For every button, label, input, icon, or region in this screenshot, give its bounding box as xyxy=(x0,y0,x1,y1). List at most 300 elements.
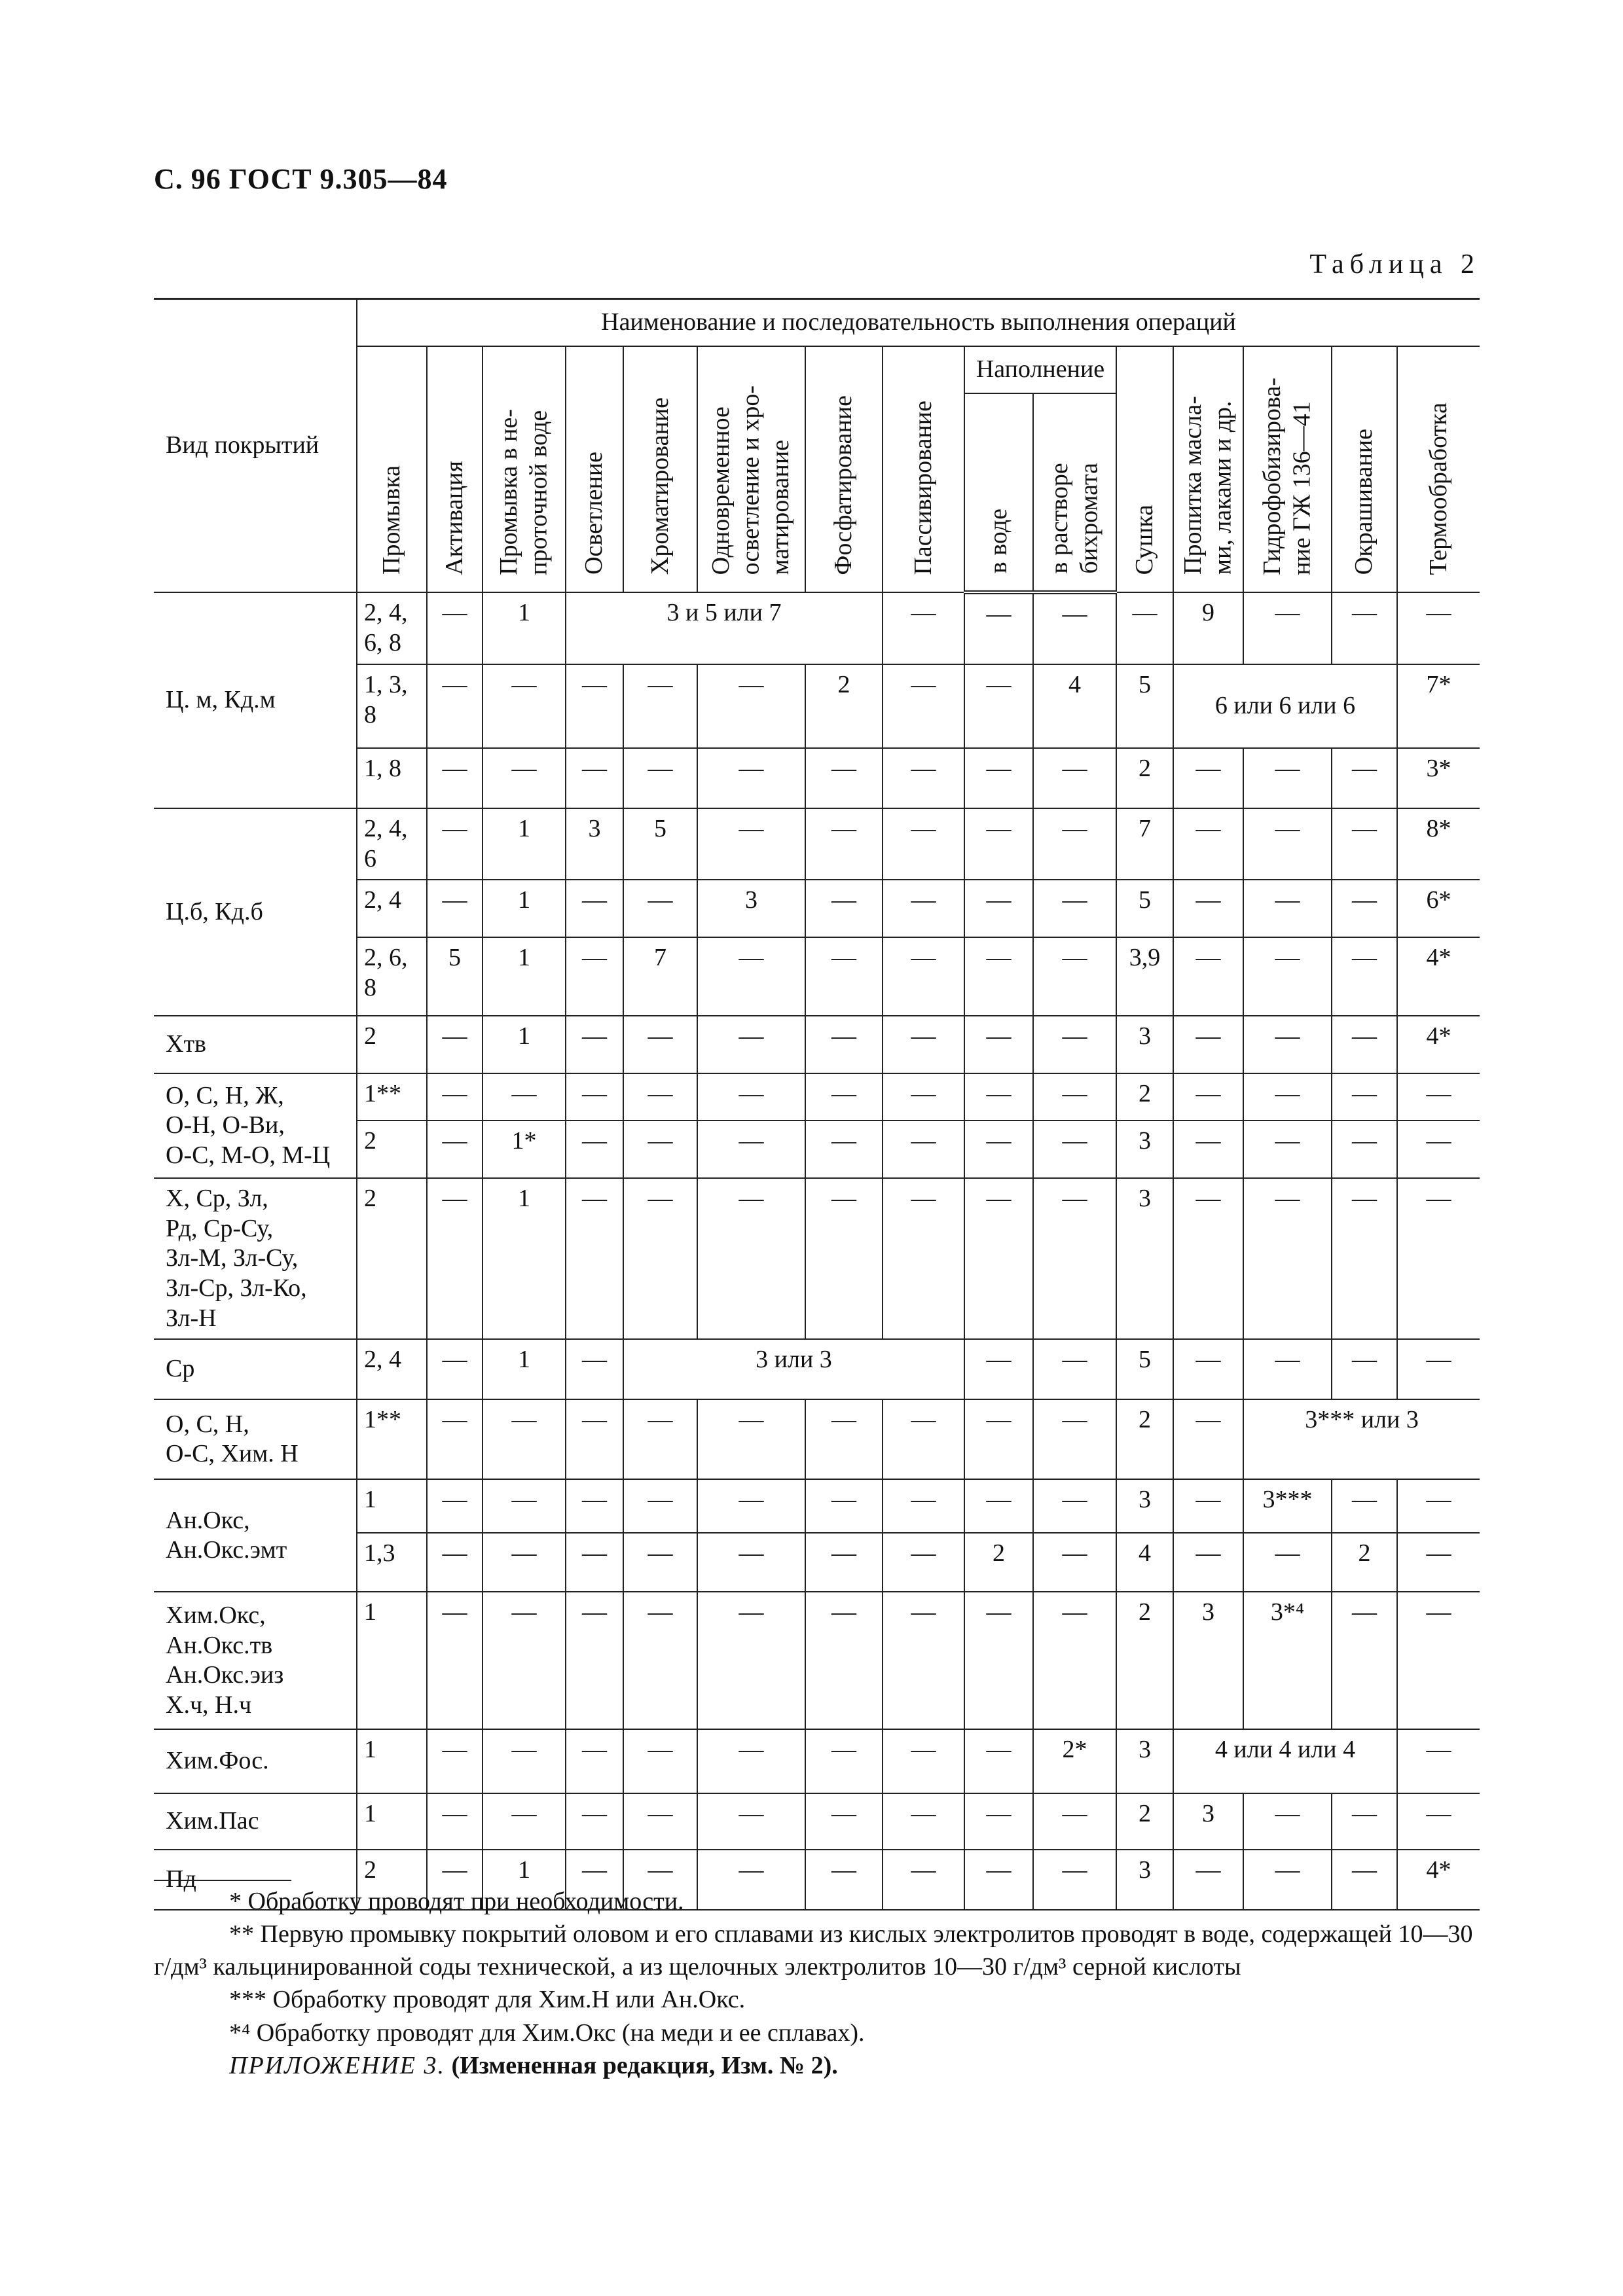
operation-cell: — xyxy=(566,1729,623,1793)
operation-cell: — xyxy=(805,1729,883,1793)
operation-cell: 1 xyxy=(483,592,566,664)
operation-cell: 3,9 xyxy=(1116,937,1173,1016)
operation-cell: — xyxy=(697,664,805,748)
operation-cell: — xyxy=(1033,808,1116,880)
operation-cell: — xyxy=(1332,1121,1397,1178)
operation-cell: 5 xyxy=(427,937,483,1016)
operation-cell: — xyxy=(427,1850,483,1910)
operation-cell: — xyxy=(697,937,805,1016)
operation-cell: 6* xyxy=(1397,880,1480,937)
col-aktivatsiya: Активация xyxy=(427,346,483,592)
operation-cell: — xyxy=(964,808,1033,880)
operation-cell: — xyxy=(964,748,1033,808)
operation-cell: 3*** xyxy=(1243,1479,1332,1533)
operation-cell: — xyxy=(964,1729,1033,1793)
rinse-step-cell: 2 xyxy=(357,1016,427,1073)
table-row xyxy=(154,1729,1480,1793)
operation-cell: 1 xyxy=(483,1850,566,1910)
operation-cell: — xyxy=(805,1399,883,1479)
operation-cell: 5 xyxy=(1116,664,1173,748)
operation-cell: — xyxy=(1397,1073,1480,1121)
operation-cell: — xyxy=(964,664,1033,748)
operation-cell: — xyxy=(964,1016,1033,1073)
table-row xyxy=(154,1793,1480,1850)
operation-cell: — xyxy=(964,880,1033,937)
operation-cell: — xyxy=(427,1533,483,1592)
operation-cell: — xyxy=(805,1178,883,1339)
operation-cell: 8* xyxy=(1397,808,1480,880)
coating-kind-cell: Х, Ср, Зл, Рд, Ср-Су, Зл-М, Зл-Су, Зл-Ср, Зл-Ко, Зл-Н xyxy=(154,1178,357,1339)
operation-cell: — xyxy=(1332,1178,1397,1339)
operation-cell: — xyxy=(566,1850,623,1910)
operation-cell: — xyxy=(1243,592,1332,664)
operation-cell: 2 xyxy=(1116,748,1173,808)
rinse-step-cell: 1,3 xyxy=(357,1533,427,1592)
operation-cell: — xyxy=(623,1016,697,1073)
operation-cell: — xyxy=(883,1793,964,1850)
operation-cell: — xyxy=(883,1016,964,1073)
operation-cell: — xyxy=(697,808,805,880)
operation-cell: 3*⁴ xyxy=(1243,1592,1332,1729)
operation-cell: — xyxy=(483,748,566,808)
operation-cell: — xyxy=(1173,748,1243,808)
operation-cell: 1 xyxy=(483,1339,566,1399)
operation-cell: — xyxy=(1173,937,1243,1016)
rinse-step-cell: 1** xyxy=(357,1399,427,1479)
operation-cell: — xyxy=(427,1399,483,1479)
operation-cell: — xyxy=(1243,808,1332,880)
operation-cell: — xyxy=(964,1793,1033,1850)
operation-cell: 4* xyxy=(1397,1016,1480,1073)
operation-cell: 3 xyxy=(1173,1592,1243,1729)
operation-cell: — xyxy=(1033,880,1116,937)
operation-cell: — xyxy=(483,1533,566,1592)
rinse-step-cell: 2, 4, 6, 8 xyxy=(357,592,427,664)
operation-cell: 2 xyxy=(964,1533,1033,1592)
operation-cell: — xyxy=(1243,880,1332,937)
operation-cell: — xyxy=(566,1073,623,1121)
operation-cell: — xyxy=(805,1479,883,1533)
operation-cell: — xyxy=(1332,748,1397,808)
operation-cell: — xyxy=(1397,1121,1480,1178)
coating-kind-cell: Ан.Окс, Ан.Окс.эмт xyxy=(154,1479,357,1592)
col-gidrofob: Гидрофобизирова- ние ГЖ 136—41 xyxy=(1243,346,1332,592)
operation-cell: — xyxy=(483,1479,566,1533)
operation-cell: — xyxy=(623,1073,697,1121)
operation-cell: — xyxy=(1033,1479,1116,1533)
operation-cell: — xyxy=(1173,880,1243,937)
operation-cell: — xyxy=(1173,1850,1243,1910)
operation-cell: — xyxy=(623,880,697,937)
merged-operation-cell: 6 или 6 или 6 xyxy=(1173,664,1397,748)
operation-cell: — xyxy=(1243,937,1332,1016)
operation-cell: — xyxy=(883,1592,964,1729)
operation-cell: — xyxy=(427,1121,483,1178)
operation-cell: — xyxy=(1033,1850,1116,1910)
operation-cell: 2* xyxy=(1033,1729,1116,1793)
kind-header: Вид покрытий xyxy=(154,299,357,593)
operation-cell: — xyxy=(964,1121,1033,1178)
operation-cell: — xyxy=(964,1592,1033,1729)
coating-kind-cell: Хим.Пас xyxy=(154,1793,357,1850)
operation-cell: — xyxy=(1243,1533,1332,1592)
operation-cell: — xyxy=(964,1850,1033,1910)
operation-cell: — xyxy=(1033,1793,1116,1850)
operation-cell: — xyxy=(1332,1850,1397,1910)
coating-kind-cell: Хим.Фос. xyxy=(154,1729,357,1793)
amendment-note xyxy=(154,2049,1480,2082)
footnote-1: * Обработку проводят при необходимости. xyxy=(229,1888,684,1915)
operation-cell: 3* xyxy=(1397,748,1480,808)
operation-cell: 1* xyxy=(483,1121,566,1178)
operation-cell: — xyxy=(1332,1592,1397,1729)
rinse-step-cell: 2, 4 xyxy=(357,880,427,937)
operation-cell: — xyxy=(623,1850,697,1910)
operation-cell: — xyxy=(697,748,805,808)
operation-cell: — xyxy=(805,1121,883,1178)
operation-cell: — xyxy=(623,1399,697,1479)
operation-cell: — xyxy=(805,808,883,880)
operation-cell: 3 xyxy=(1116,1479,1173,1533)
operation-cell: 3 xyxy=(1173,1793,1243,1850)
operation-cell: — xyxy=(1397,1793,1480,1850)
operation-cell: — xyxy=(1332,592,1397,664)
col-v-rastvore: в растворе бихромата xyxy=(1033,393,1116,592)
coating-kind-cell: Ср xyxy=(154,1339,357,1399)
col-propitka: Пропитка масла- ми, лаками и др. xyxy=(1173,346,1243,592)
operation-cell: — xyxy=(623,1479,697,1533)
operation-cell: — xyxy=(1397,592,1480,664)
operation-cell: 2 xyxy=(805,664,883,748)
operation-cell: — xyxy=(1243,1850,1332,1910)
operation-cell: — xyxy=(964,1399,1033,1479)
col-osvetlenie: Осветление xyxy=(566,346,623,592)
rinse-step-cell: 1 xyxy=(357,1793,427,1850)
operation-cell: 2 xyxy=(1116,1073,1173,1121)
operation-cell: — xyxy=(1173,1533,1243,1592)
col-v-vode: в воде xyxy=(964,393,1033,592)
operation-cell: — xyxy=(1173,808,1243,880)
operation-cell: — xyxy=(1173,1479,1243,1533)
col-odnovremennoe: Одновременное осветление и хро- матирование xyxy=(697,346,805,592)
operation-cell: — xyxy=(1033,1073,1116,1121)
operation-cell: — xyxy=(883,937,964,1016)
operation-cell: — xyxy=(883,748,964,808)
operation-cell: — xyxy=(697,1121,805,1178)
table-row xyxy=(154,1178,1480,1339)
coating-kind-cell: Хим.Окс, Ан.Окс.тв Ан.Окс.эиз Х.ч, Н.ч xyxy=(154,1592,357,1729)
operation-cell: 9 xyxy=(1173,592,1243,664)
filling-header: Наполнение xyxy=(964,346,1116,393)
operation-cell: — xyxy=(623,664,697,748)
operation-cell: — xyxy=(1243,1178,1332,1339)
operation-cell: — xyxy=(1243,1016,1332,1073)
operation-cell: — xyxy=(1243,1073,1332,1121)
operation-cell: — xyxy=(1397,1339,1480,1399)
coating-kind-cell: Ц. м, Кд.м xyxy=(154,592,357,808)
table-row xyxy=(154,1399,1480,1479)
operation-cell: — xyxy=(805,1793,883,1850)
operation-cell: — xyxy=(883,1121,964,1178)
rinse-step-cell: 1** xyxy=(357,1073,427,1121)
operation-cell: — xyxy=(483,664,566,748)
operation-cell: — xyxy=(1033,1399,1116,1479)
operation-cell: — xyxy=(566,1399,623,1479)
merged-operation-cell: 3*** или 3 xyxy=(1243,1399,1480,1479)
coating-kind-cell: Пд xyxy=(154,1850,357,1910)
operation-cell: — xyxy=(697,1729,805,1793)
rinse-step-cell: 1, 8 xyxy=(357,748,427,808)
operation-cell: — xyxy=(427,1592,483,1729)
operation-cell: — xyxy=(1033,748,1116,808)
operation-cell: — xyxy=(566,1793,623,1850)
operation-cell: — xyxy=(1332,1016,1397,1073)
operation-cell: — xyxy=(1033,1592,1116,1729)
operation-cell: — xyxy=(805,1850,883,1910)
col-sushka: Сушка xyxy=(1116,346,1173,592)
operation-cell: — xyxy=(1033,1339,1116,1399)
operation-cell: — xyxy=(883,1178,964,1339)
operation-cell: — xyxy=(883,1479,964,1533)
operation-cell: — xyxy=(1243,1339,1332,1399)
col-fosfatirovanie: Фосфатирование xyxy=(805,346,883,592)
operation-cell: — xyxy=(964,592,1033,664)
operation-cell: — xyxy=(623,1533,697,1592)
operation-cell: — xyxy=(566,1533,623,1592)
merged-operation-cell: 3 или 3 xyxy=(623,1339,964,1399)
rinse-step-cell: 2 xyxy=(357,1121,427,1178)
operation-cell: — xyxy=(427,1479,483,1533)
operation-cell: — xyxy=(1332,808,1397,880)
table-title: Таблица 2 xyxy=(1309,249,1480,279)
operation-cell: 4* xyxy=(1397,937,1480,1016)
operation-cell: — xyxy=(1173,1399,1243,1479)
operation-cell: — xyxy=(1033,1121,1116,1178)
operation-cell: 5 xyxy=(1116,1339,1173,1399)
operation-cell: 3 xyxy=(1116,1121,1173,1178)
operation-cell: — xyxy=(1033,592,1116,664)
operation-cell: — xyxy=(964,1073,1033,1121)
col-passivirovanie: Пассивирование xyxy=(883,346,964,592)
operation-cell: — xyxy=(623,1178,697,1339)
operation-cell: — xyxy=(566,1178,623,1339)
operation-cell: — xyxy=(805,1592,883,1729)
operation-cell: — xyxy=(427,808,483,880)
operation-cell: — xyxy=(427,592,483,664)
operation-cell: — xyxy=(1397,1729,1480,1793)
operation-cell: — xyxy=(1173,1339,1243,1399)
operation-cell: — xyxy=(1397,1592,1480,1729)
operation-cell: — xyxy=(964,1178,1033,1339)
coating-kind-cell: Хтв xyxy=(154,1016,357,1073)
operation-cell: — xyxy=(883,1729,964,1793)
operation-cell: — xyxy=(427,880,483,937)
operation-cell: 3 xyxy=(566,808,623,880)
amendment-label: ПРИЛОЖЕНИЕ 3. xyxy=(229,2051,445,2079)
operation-cell: — xyxy=(883,1533,964,1592)
operation-cell: — xyxy=(883,880,964,937)
operation-cell: — xyxy=(1173,1178,1243,1339)
operation-cell: — xyxy=(566,664,623,748)
operation-cell: — xyxy=(883,664,964,748)
operation-cell: 3 xyxy=(1116,1729,1173,1793)
operation-cell: 7 xyxy=(623,937,697,1016)
coating-kind-cell: О, С, Н, Ж, О-Н, О-Ви, О-С, М-О, М-Ц xyxy=(154,1073,357,1178)
operation-cell: — xyxy=(566,1592,623,1729)
operation-cell: — xyxy=(1332,1073,1397,1121)
footnote-3: *** Обработку проводят для Хим.Н или Ан.Окс. xyxy=(229,1986,746,2014)
rinse-step-cell: 2 xyxy=(357,1178,427,1339)
operation-cell: 4 xyxy=(1116,1533,1173,1592)
operation-cell: — xyxy=(964,1339,1033,1399)
operation-cell: — xyxy=(427,1339,483,1399)
operation-cell: 3 xyxy=(1116,1850,1173,1910)
operation-cell: — xyxy=(566,1121,623,1178)
operation-cell: — xyxy=(1397,1479,1480,1533)
operation-cell: — xyxy=(805,1016,883,1073)
rinse-step-cell: 2, 4 xyxy=(357,1339,427,1399)
operation-cell: — xyxy=(697,1016,805,1073)
operation-cell: — xyxy=(483,1793,566,1850)
rinse-step-cell: 2, 4, 6 xyxy=(357,808,427,880)
operation-cell: — xyxy=(697,1479,805,1533)
operation-cell: — xyxy=(427,748,483,808)
operation-cell: — xyxy=(427,1178,483,1339)
col-promyvka: Промывка xyxy=(357,346,427,592)
operation-cell: — xyxy=(566,937,623,1016)
operation-cell: — xyxy=(1332,1793,1397,1850)
operation-cell: — xyxy=(1033,1016,1116,1073)
operations-header: Наименование и последовательность выполнения операций xyxy=(357,299,1480,347)
operations-table xyxy=(154,298,1480,1910)
operation-cell: — xyxy=(1332,1339,1397,1399)
footnote-2: ** Первую промывку покрытий оловом и его сплавами из кислых электролитов проводят в воде, содержащей 10—30 г/дм³ кальцинированной соды технической, а из щелочных электролитов 10—30 г/дм³ серной кислоты xyxy=(154,1920,1473,1981)
operation-cell: 1 xyxy=(483,880,566,937)
rinse-step-cell: 2 xyxy=(357,1850,427,1910)
operation-cell: — xyxy=(805,748,883,808)
footnote-rule xyxy=(154,1880,291,1881)
col-khromatirovanie: Хроматирование xyxy=(623,346,697,592)
page-header: С. 96 ГОСТ 9.305—84 xyxy=(154,163,448,195)
operation-cell: — xyxy=(697,1399,805,1479)
operation-cell: — xyxy=(623,748,697,808)
table-row xyxy=(154,1073,1480,1121)
operation-cell: — xyxy=(1033,1533,1116,1592)
operation-cell: — xyxy=(427,1793,483,1850)
operation-cell: 4 xyxy=(1033,664,1116,748)
operation-cell: 3 xyxy=(1116,1016,1173,1073)
operation-cell: — xyxy=(1243,748,1332,808)
operation-cell: — xyxy=(427,664,483,748)
footnote-4: *⁴ Обработку проводят для Хим.Окс (на меди и ее сплавах). xyxy=(229,2018,865,2047)
operation-cell: — xyxy=(1332,880,1397,937)
operation-cell: — xyxy=(566,880,623,937)
operation-cell: — xyxy=(483,1399,566,1479)
operation-cell: — xyxy=(623,1592,697,1729)
operation-cell: — xyxy=(483,1073,566,1121)
operation-cell: 5 xyxy=(623,808,697,880)
operation-cell: 7* xyxy=(1397,664,1480,748)
rinse-step-cell: 1 xyxy=(357,1592,427,1729)
table-row xyxy=(154,1339,1480,1399)
operation-cell: — xyxy=(566,1339,623,1399)
operation-cell: — xyxy=(427,1729,483,1793)
operation-cell: — xyxy=(1397,1178,1480,1339)
operation-cell: — xyxy=(1332,1479,1397,1533)
operation-cell: — xyxy=(964,1479,1033,1533)
operation-cell: 2 xyxy=(1116,1592,1173,1729)
operation-cell: — xyxy=(697,1850,805,1910)
operation-cell: — xyxy=(623,1793,697,1850)
col-okrashivanie: Окрашивание xyxy=(1332,346,1397,592)
operation-cell: 4* xyxy=(1397,1850,1480,1910)
operation-cell: 1 xyxy=(483,937,566,1016)
operation-cell: — xyxy=(697,1533,805,1592)
merged-operation-cell: 3 и 5 или 7 xyxy=(566,592,883,664)
operation-cell: — xyxy=(883,1073,964,1121)
operation-cell: — xyxy=(697,1793,805,1850)
operation-cell: — xyxy=(805,1073,883,1121)
operation-cell: — xyxy=(1173,1121,1243,1178)
operation-cell: 3 xyxy=(1116,1178,1173,1339)
operation-cell: 2 xyxy=(1116,1399,1173,1479)
operation-cell: 1 xyxy=(483,808,566,880)
operation-cell: 2 xyxy=(1116,1793,1173,1850)
col-termoobrabotka: Термообработка xyxy=(1397,346,1480,592)
table-row xyxy=(154,1479,1480,1533)
operation-cell: — xyxy=(697,1592,805,1729)
operation-cell: — xyxy=(427,1016,483,1073)
operation-cell: — xyxy=(883,592,964,664)
operation-cell: — xyxy=(883,1399,964,1479)
merged-operation-cell: 4 или 4 или 4 xyxy=(1173,1729,1397,1793)
operation-cell: — xyxy=(1033,1178,1116,1339)
operation-cell: 7 xyxy=(1116,808,1173,880)
operation-cell: — xyxy=(566,748,623,808)
operation-cell: — xyxy=(697,1073,805,1121)
coating-kind-cell: О, С, Н, О-С, Хим. Н xyxy=(154,1399,357,1479)
operation-cell: — xyxy=(427,1073,483,1121)
coating-kind-cell: Ц.б, Кд.б xyxy=(154,808,357,1016)
table-row xyxy=(154,808,1480,880)
operation-cell: — xyxy=(566,1016,623,1073)
operation-cell: — xyxy=(566,1479,623,1533)
operation-cell: 1 xyxy=(483,1178,566,1339)
operation-cell: 3 xyxy=(697,880,805,937)
table-row xyxy=(154,1592,1480,1729)
operation-cell: — xyxy=(964,937,1033,1016)
operation-cell: — xyxy=(805,880,883,937)
operation-cell: 2 xyxy=(1332,1533,1397,1592)
operation-cell: — xyxy=(1173,1016,1243,1073)
operation-cell: — xyxy=(483,1729,566,1793)
operation-cell: — xyxy=(483,1592,566,1729)
col-promyvka-neprot: Промывка в не- проточной воде xyxy=(483,346,566,592)
operation-cell: — xyxy=(1243,1121,1332,1178)
amendment-text: (Измененная редакция, Изм. № 2). xyxy=(451,2051,838,2079)
operation-cell: — xyxy=(805,937,883,1016)
operation-cell: — xyxy=(697,1178,805,1339)
operation-cell: 1 xyxy=(483,1016,566,1073)
operation-cell: — xyxy=(623,1729,697,1793)
operation-cell: 5 xyxy=(1116,880,1173,937)
rinse-step-cell: 1 xyxy=(357,1479,427,1533)
operation-cell: — xyxy=(805,1533,883,1592)
rinse-step-cell: 1, 3, 8 xyxy=(357,664,427,748)
rinse-step-cell: 1 xyxy=(357,1729,427,1793)
operation-cell: — xyxy=(1033,937,1116,1016)
operation-cell: — xyxy=(1116,592,1173,664)
